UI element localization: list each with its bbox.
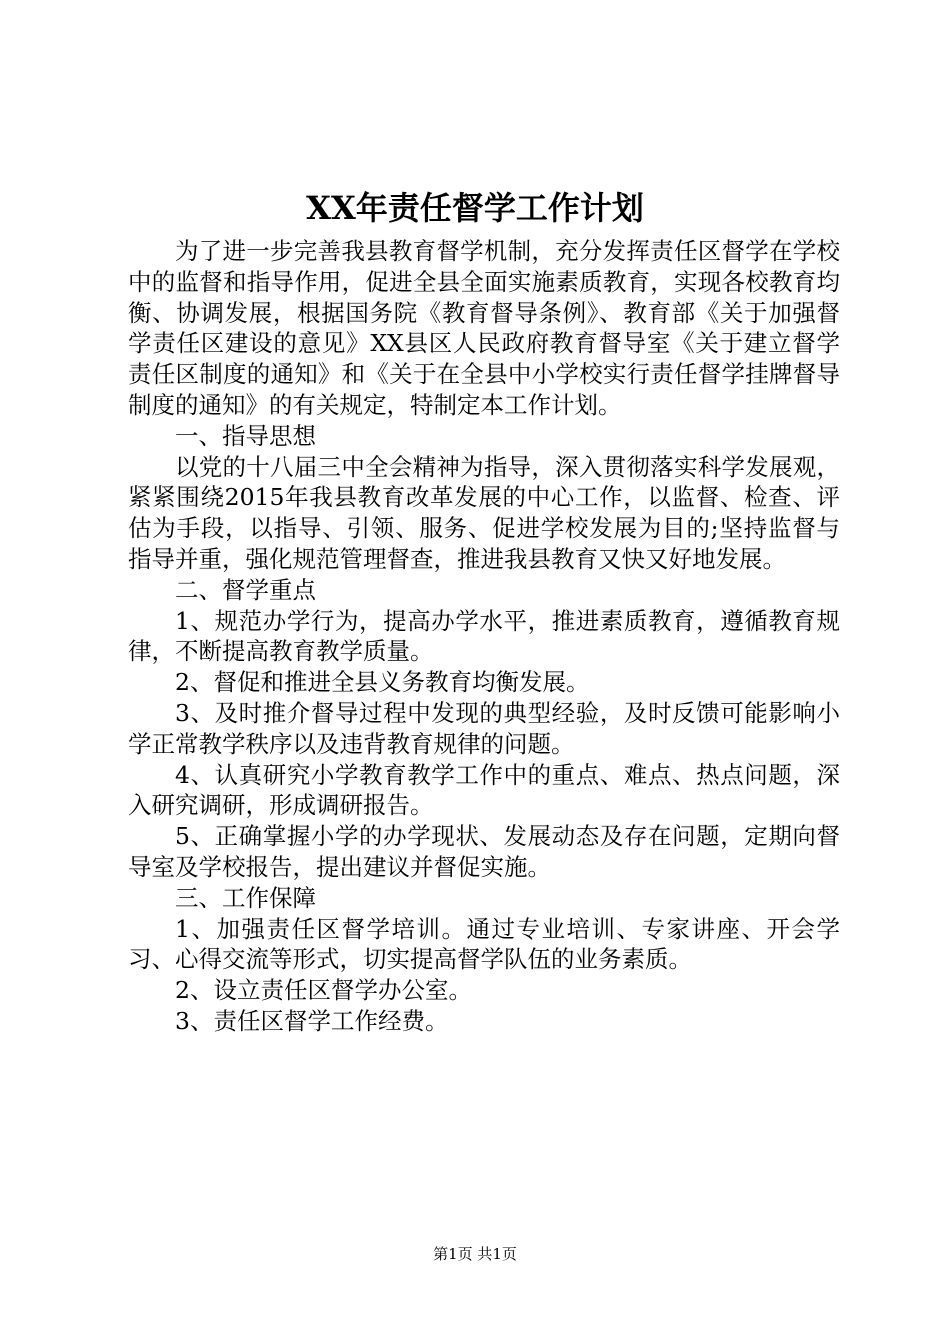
section-heading-work-guarantee: 三、工作保障 xyxy=(175,883,316,912)
focus-item-5: 5、正确掌握小学的办学现状、发展动态及存在问题，定期向督导室及学校报告，提出建议并督促实施。 xyxy=(128,822,840,881)
focus-item-4: 4、认真研究小学教育教学工作中的重点、难点、热点问题，深入研究调研，形成调研报告。 xyxy=(128,760,840,820)
guarantee-item-3: 3、责任区督学工作经费。 xyxy=(175,1006,449,1035)
focus-item-2: 2、督促和推进全县义务教育均衡发展。 xyxy=(175,668,590,697)
section-heading-guiding-ideology: 一、指导思想 xyxy=(175,421,316,450)
intro-paragraph: 为了进一步完善我县教育督学机制，充分发挥责任区督学在学校中的监督和指导作用，促进全县全面实施素质教育，实现各校教育均衡、协调发展，根据国务院《教育督导条例》、教育部《关于加强督学责任区建设的意见》XX县区人民政府教育督导室《关于建立督学责任区制度的通知》和《关于在全县中小学校实行责任督学挂牌督导制度的通知》的有关规定，特制定本工作计划。 xyxy=(128,237,840,419)
focus-item-1: 1、规范办学行为，提高办学水平，推进素质教育，遵循教育规律，不断提高教育教学质量。 xyxy=(128,606,840,666)
focus-item-3: 3、及时推介督导过程中发现的典型经验，及时反馈可能影响小学正常教学秩序以及违背教育规律的问题。 xyxy=(128,698,840,758)
document-body xyxy=(128,236,840,1037)
guarantee-item-1: 1、加强责任区督学培训。通过专业培训、专家讲座、开会学习、心得交流等形式，切实提高督学队伍的业务素质。 xyxy=(128,914,840,974)
section-heading-supervision-focus: 二、督学重点 xyxy=(175,575,316,604)
document-title: XX年责任督学工作计划 xyxy=(306,189,644,227)
guarantee-item-2: 2、设立责任区督学办公室。 xyxy=(175,976,472,1005)
page-footer: 第1页 共1页 xyxy=(433,1245,517,1263)
guiding-ideology-paragraph: 以党的十八届三中全会精神为指导，深入贯彻落实科学发展观，紧紧围绕2015年我县教育改革发展的中心工作，以监督、检查、评估为手段，以指导、引领、服务、促进学校发展为目的;坚持监督与指导并重，强化规范管理督查，推进我县教育又快又好地发展。 xyxy=(128,452,840,573)
